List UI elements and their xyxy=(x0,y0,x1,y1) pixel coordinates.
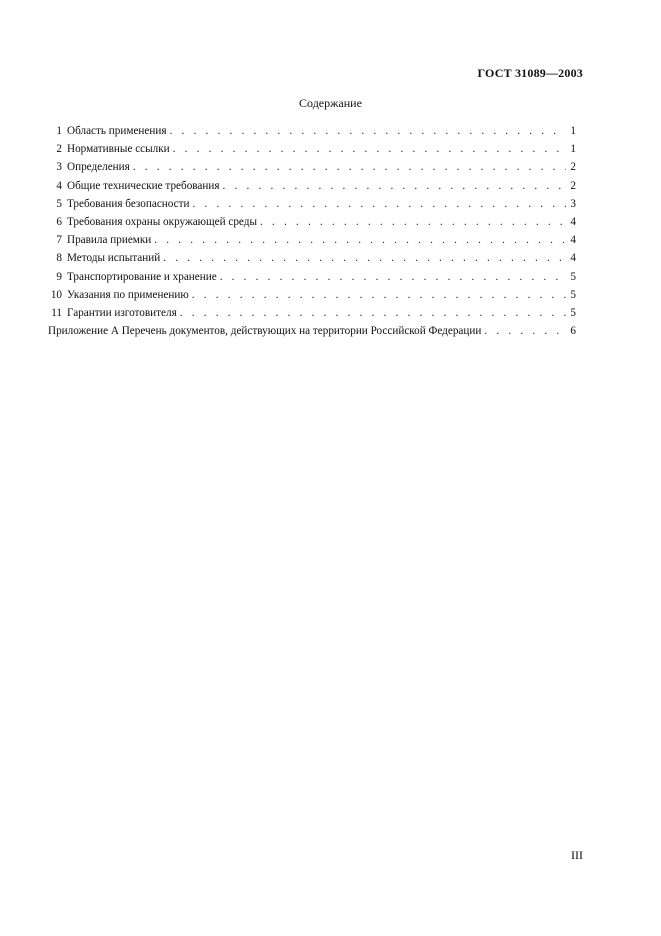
toc-leader-dots xyxy=(170,140,566,158)
toc-entry-label: Нормативные ссылки xyxy=(67,143,170,156)
toc-entry-label: Транспортирование и хранение xyxy=(67,270,217,283)
toc-entry-page: 3 xyxy=(570,197,576,210)
table-of-contents xyxy=(48,122,576,340)
toc-entry[interactable] xyxy=(48,122,576,140)
toc-leader-dots xyxy=(217,268,566,286)
toc-entry-appendix[interactable] xyxy=(48,322,576,340)
toc-entry[interactable] xyxy=(48,158,576,176)
toc-entry-label: Гарантии изготовителя xyxy=(67,306,177,319)
toc-entry-page: 5 xyxy=(570,288,576,301)
toc-leader-dots xyxy=(151,231,566,249)
toc-entry-label: Общие технические требования xyxy=(67,179,220,192)
toc-entry-number: 1 xyxy=(56,125,62,137)
toc-leader-dots xyxy=(189,195,566,213)
toc-entry-number: 9 xyxy=(56,270,62,283)
toc-leader-dots xyxy=(481,322,566,340)
toc-entry-label: Требования охраны окружающей среды xyxy=(67,215,257,228)
toc-entry-label: Указания по применению xyxy=(67,288,189,301)
toc-title: Содержание xyxy=(299,96,362,110)
toc-entry[interactable] xyxy=(48,231,576,249)
toc-entry-number: 8 xyxy=(56,252,62,265)
toc-entry-label: Правила приемки xyxy=(67,234,152,247)
toc-entry[interactable] xyxy=(48,286,576,304)
toc-entry-number: 2 xyxy=(56,143,62,156)
toc-entry-page: 6 xyxy=(570,325,576,338)
toc-leader-dots xyxy=(166,122,566,140)
toc-leader-dots xyxy=(220,177,566,195)
toc-entry-number: 3 xyxy=(56,161,62,174)
document-code: ГОСТ 31089—2003 xyxy=(477,66,583,80)
toc-entry-number: 11 xyxy=(51,306,62,319)
toc-leader-dots xyxy=(189,286,566,304)
toc-entry-page: 4 xyxy=(570,215,576,228)
toc-entry[interactable] xyxy=(48,249,576,267)
toc-entry-page: 5 xyxy=(570,306,576,319)
toc-entry[interactable] xyxy=(48,177,576,195)
toc-entry[interactable] xyxy=(48,140,576,158)
toc-leader-dots xyxy=(160,249,566,267)
toc-entry-page: 5 xyxy=(570,270,576,283)
page-number: III xyxy=(571,848,583,862)
toc-entry-label: Требования безопасности xyxy=(67,197,190,210)
toc-leader-dots xyxy=(257,213,566,231)
toc-entry[interactable] xyxy=(48,213,576,231)
toc-entry-number: 4 xyxy=(56,179,62,192)
toc-entry-number: 7 xyxy=(56,234,62,247)
toc-entry-number: 10 xyxy=(50,288,62,301)
toc-entry-page: 2 xyxy=(570,179,576,192)
toc-entry[interactable] xyxy=(48,304,576,322)
toc-entry-page: 2 xyxy=(570,161,576,174)
toc-entry[interactable] xyxy=(48,195,576,213)
toc-leader-dots xyxy=(177,304,566,322)
toc-entry-label: Приложение А Перечень документов, действующих на территории Российской Федерации xyxy=(48,325,482,338)
toc-entry-label: Методы испытаний xyxy=(67,252,161,265)
toc-leader-dots xyxy=(130,158,566,176)
toc-entry-number: 6 xyxy=(56,215,62,228)
toc-entry-label: Область применения xyxy=(67,125,167,137)
toc-entry-page: 4 xyxy=(570,252,576,265)
toc-entry-number: 5 xyxy=(56,197,62,210)
toc-entry-label: Определения xyxy=(67,161,130,174)
toc-entry-page: 4 xyxy=(570,234,576,247)
toc-entry-page: 1 xyxy=(570,125,576,137)
toc-entry[interactable] xyxy=(48,268,576,286)
toc-entry-page: 1 xyxy=(570,143,576,156)
